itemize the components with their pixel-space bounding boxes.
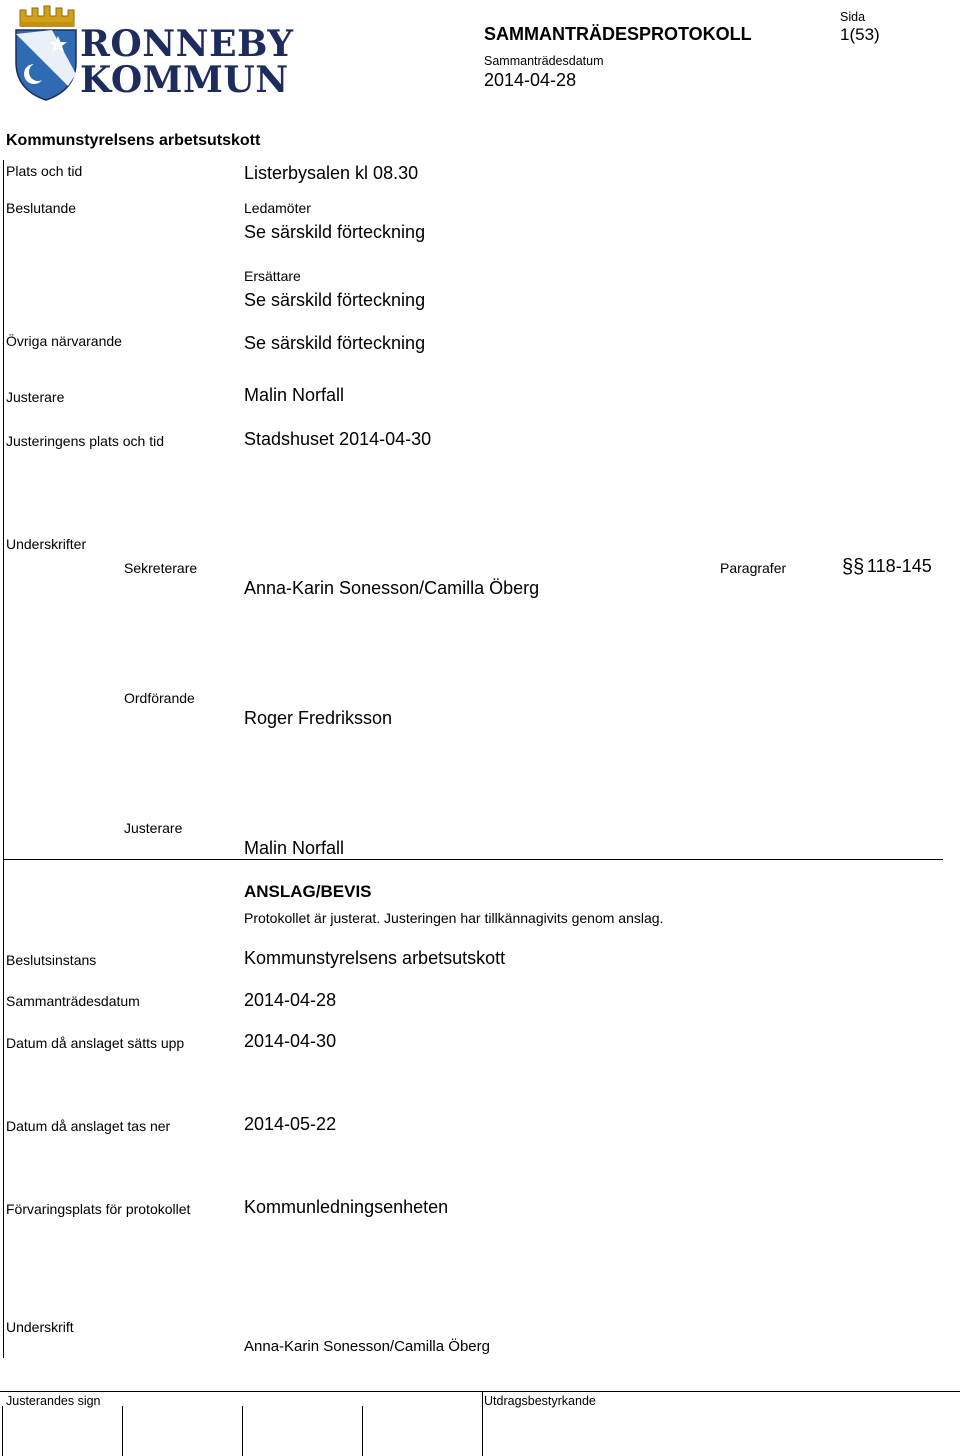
place-time-label: Plats och tid [6,163,83,179]
chair-name: Roger Fredriksson [244,708,393,728]
section-divider [3,859,943,860]
paragraphs-label: Paragrafer [720,560,787,576]
left-border-line-lower [3,860,4,1358]
removed-date-label: Datum då anslaget tas ner [6,1118,171,1134]
notice-title: ANSLAG/BEVIS [244,882,372,901]
secretary-label: Sekreterare [124,560,198,576]
meeting-date-label: Sammanträdesdatum [6,993,140,1009]
logo-text-line1: RONNEBY [80,23,294,65]
left-border-line [3,160,4,860]
footer-divider-2 [122,1406,123,1456]
header-date-label: Sammanträdesdatum [484,54,604,68]
removed-date-value: 2014-05-22 [244,1114,337,1134]
deciding-label: Beslutande [6,200,77,216]
posted-date-label: Datum då anslaget sätts upp [6,1035,185,1051]
header-date-value: 2014-04-28 [484,70,577,90]
secretary-name: Anna-Karin Sonesson/Camilla Öberg [244,578,540,598]
municipality-logo [12,4,294,104]
paragraphs-value: 118-145 [867,556,932,576]
adjuster-label: Justerare [6,389,65,405]
adjuster-value: Malin Norfall [244,385,345,405]
signature-label: Underskrift [6,1319,74,1335]
logo-text-line2: KOMMUN [80,59,289,101]
others-present-value: Se särskild förteckning [244,333,426,353]
footer-divider-4 [362,1406,363,1456]
notice-text: Protokollet är justerat. Justeringen har tillkännagivits genom anslag. [244,910,664,926]
members-value: Se särskild förteckning [244,222,426,242]
signatures-title: Underskrifter [6,536,87,552]
posted-date-value: 2014-04-30 [244,1031,337,1051]
signature-adjuster-name: Malin Norfall [244,838,345,858]
committee-title: Kommunstyrelsens arbetsutskott [6,132,261,149]
footer-divider-1 [2,1406,3,1456]
paragraph-symbol: §§ [842,556,865,578]
decision-body-label: Beslutsinstans [6,952,97,968]
signature-adjuster-label: Justerare [124,820,183,836]
page-label: Sida [840,10,866,24]
signature-name: Anna-Karin Sonesson/Camilla Öberg [244,1338,490,1355]
adjusters-sign-label: Justerandes sign [6,1394,101,1408]
footer-divider-3 [242,1406,243,1456]
footer-divider-5 [482,1391,483,1456]
chair-label: Ordförande [124,690,195,706]
document-type: SAMMANTRÄDESPROTOKOLL [484,24,752,44]
storage-label: Förvaringsplats för protokollet [6,1201,191,1217]
adjust-place-label: Justeringens plats och tid [6,433,164,449]
coat-of-arms-icon [12,4,78,102]
footer-top-line [0,1391,960,1392]
adjust-place-value: Stadshuset 2014-04-30 [244,429,432,449]
substitutes-label: Ersättare [244,268,301,284]
certified-copy-label: Utdragsbestyrkande [484,1394,596,1408]
others-present-label: Övriga närvarande [6,333,122,349]
storage-value: Kommunledningsenheten [244,1197,449,1217]
page-number: 1(53) [840,25,880,44]
substitutes-value: Se särskild förteckning [244,290,426,310]
place-time-value: Listerbysalen kl 08.30 [244,163,419,183]
members-label: Ledamöter [244,200,311,216]
meeting-date-value: 2014-04-28 [244,990,337,1010]
decision-body-value: Kommunstyrelsens arbetsutskott [244,948,506,968]
